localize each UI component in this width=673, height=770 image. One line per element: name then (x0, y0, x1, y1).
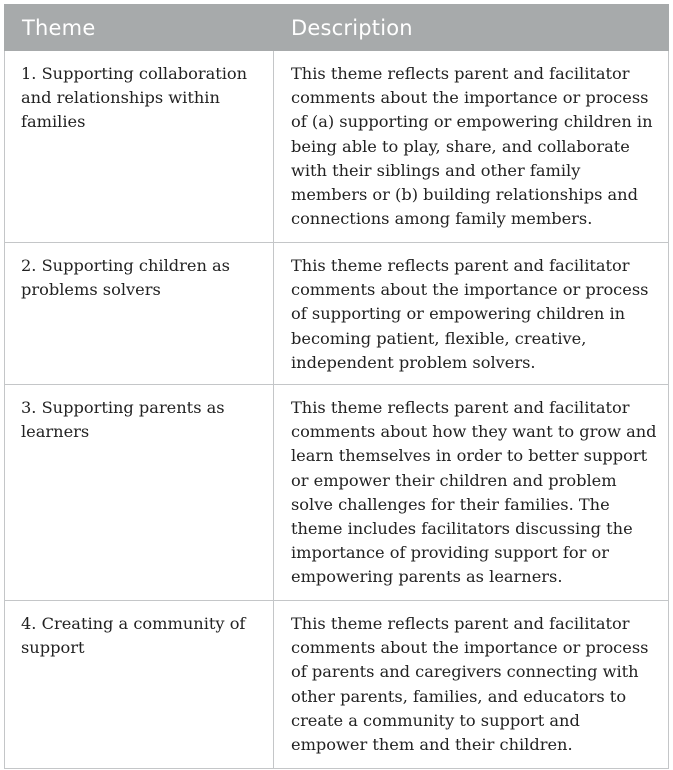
description-cell: This theme reflects parent and facilitator comments about the importance or process of supporting or empowering children in becoming patient, flexible, creative, independent problem solvers. (274, 243, 669, 385)
table-row (5, 243, 669, 385)
table-row (5, 51, 669, 243)
themes-table-container (4, 4, 668, 769)
description-cell: This theme reflects parent and facilitator comments about how they want to grow and learn themselves in order to better support or empower their children and problem solve challenges for their families. The theme includes facilitators discussing the importance of providing support for or empowering parents as learners. (274, 385, 669, 601)
table-body (5, 51, 669, 769)
header-description: Description (274, 5, 669, 51)
theme-cell: 1. Supporting collaboration and relationships within families (5, 51, 274, 243)
header-row (5, 5, 669, 51)
table-header (5, 5, 669, 51)
theme-cell: 4. Creating a community of support (5, 601, 274, 769)
header-theme: Theme (5, 5, 274, 51)
description-cell: This theme reflects parent and facilitator comments about the importance or process of (a) supporting or empowering children in being able to play, share, and collaborate with their siblings and other family members or (b) building relationships and connections among family members. (274, 51, 669, 243)
table-row (5, 385, 669, 601)
theme-cell: 3. Supporting parents as learners (5, 385, 274, 601)
themes-table (4, 4, 669, 769)
theme-cell: 2. Supporting children as problems solvers (5, 243, 274, 385)
description-cell: This theme reflects parent and facilitator comments about the importance or process of parents and caregivers connecting with other parents, families, and educators to create a community to support and empower them and their children. (274, 601, 669, 769)
table-row (5, 601, 669, 769)
